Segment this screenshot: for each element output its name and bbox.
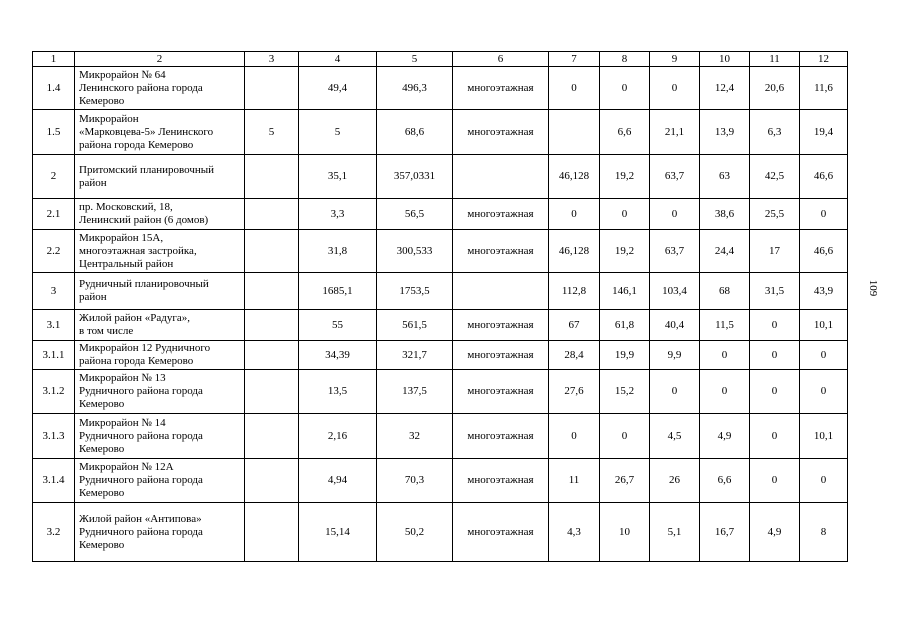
table-cell: 61,8 xyxy=(600,310,650,341)
table-cell: 4,9 xyxy=(750,503,800,562)
table-cell: многоэтажная xyxy=(453,459,549,503)
table-cell: 46,6 xyxy=(800,155,848,199)
column-number-header: 10 xyxy=(700,52,750,67)
table-cell: 15,2 xyxy=(600,370,650,414)
table-cell: 0 xyxy=(600,414,650,459)
table-cell xyxy=(453,155,549,199)
table-cell: многоэтажная xyxy=(453,199,549,230)
table-cell: 0 xyxy=(800,341,848,370)
table-row xyxy=(33,155,848,199)
column-number-header: 11 xyxy=(750,52,800,67)
table-cell: 15,14 xyxy=(299,503,377,562)
table-cell: 0 xyxy=(600,199,650,230)
table-cell: 46,128 xyxy=(549,230,600,273)
table-cell: многоэтажная xyxy=(453,310,549,341)
table-row xyxy=(33,110,848,155)
table-cell: 67 xyxy=(549,310,600,341)
table-cell: 4,5 xyxy=(650,414,700,459)
table-cell-name: Микрорайон «Марковцева-5» Ленинского района города Кемерово xyxy=(75,110,245,155)
table-cell-name: Жилой район «Антипова» Рудничного района города Кемерово xyxy=(75,503,245,562)
table-cell: 0 xyxy=(700,341,750,370)
table-cell: 24,4 xyxy=(700,230,750,273)
table-cell: 70,3 xyxy=(377,459,453,503)
table-row xyxy=(33,503,848,562)
table-cell: 2.2 xyxy=(33,230,75,273)
table-cell: 0 xyxy=(549,67,600,110)
table-cell-name: Микрорайон 12 Рудничного района города Кемерово xyxy=(75,341,245,370)
table-cell: 10,1 xyxy=(800,414,848,459)
table-cell: 112,8 xyxy=(549,273,600,310)
table-cell: 6,3 xyxy=(750,110,800,155)
table-cell: 31,5 xyxy=(750,273,800,310)
table-cell: 26,7 xyxy=(600,459,650,503)
table-cell: 20,6 xyxy=(750,67,800,110)
table-cell: 0 xyxy=(600,67,650,110)
table-cell: многоэтажная xyxy=(453,414,549,459)
table-row xyxy=(33,67,848,110)
column-number-header: 2 xyxy=(75,52,245,67)
table-cell: 4,3 xyxy=(549,503,600,562)
table-cell xyxy=(245,414,299,459)
table-cell: 0 xyxy=(650,67,700,110)
table-cell: 3.2 xyxy=(33,503,75,562)
table-cell: 0 xyxy=(549,414,600,459)
table-cell: 5 xyxy=(299,110,377,155)
table-cell: 3.1.2 xyxy=(33,370,75,414)
table-cell: 43,9 xyxy=(800,273,848,310)
header-row xyxy=(33,52,848,67)
table-cell: 0 xyxy=(700,370,750,414)
table-body xyxy=(33,52,848,562)
table-cell: 38,6 xyxy=(700,199,750,230)
table-cell: 35,1 xyxy=(299,155,377,199)
table-cell: 49,4 xyxy=(299,67,377,110)
table-cell: 2.1 xyxy=(33,199,75,230)
table-cell: 1.5 xyxy=(33,110,75,155)
table-cell-name: Микрорайон № 13 Рудничного района города Кемерово xyxy=(75,370,245,414)
table-cell: 12,4 xyxy=(700,67,750,110)
table-cell-name: Микрорайон № 12А Рудничного района города Кемерово xyxy=(75,459,245,503)
table-cell: 137,5 xyxy=(377,370,453,414)
table-cell: 46,6 xyxy=(800,230,848,273)
table-cell: 0 xyxy=(650,370,700,414)
table-cell: 10 xyxy=(600,503,650,562)
table-cell-name: Микрорайон № 14 Рудничного района города Кемерово xyxy=(75,414,245,459)
table-cell: 34,39 xyxy=(299,341,377,370)
table-cell: многоэтажная xyxy=(453,67,549,110)
table-row xyxy=(33,341,848,370)
table-cell: 0 xyxy=(750,310,800,341)
table-cell: 3.1.1 xyxy=(33,341,75,370)
table-cell: 300,533 xyxy=(377,230,453,273)
table-cell: 63,7 xyxy=(650,230,700,273)
table-cell: 63,7 xyxy=(650,155,700,199)
table-cell: 11 xyxy=(549,459,600,503)
table-cell: многоэтажная xyxy=(453,110,549,155)
table-cell: 561,5 xyxy=(377,310,453,341)
table-cell: 0 xyxy=(750,341,800,370)
table-row xyxy=(33,414,848,459)
table-cell: 19,4 xyxy=(800,110,848,155)
table-cell: 0 xyxy=(549,199,600,230)
table-row xyxy=(33,199,848,230)
table-cell-name: Рудничный планировочный район xyxy=(75,273,245,310)
table-cell: 103,4 xyxy=(650,273,700,310)
table-cell: 8 xyxy=(800,503,848,562)
table-cell: 31,8 xyxy=(299,230,377,273)
table-cell: многоэтажная xyxy=(453,370,549,414)
table-cell: многоэтажная xyxy=(453,230,549,273)
table-cell: 3.1.4 xyxy=(33,459,75,503)
table-cell: 2 xyxy=(33,155,75,199)
table-cell: 5,1 xyxy=(650,503,700,562)
table-cell: 17 xyxy=(750,230,800,273)
table-cell: 357,0331 xyxy=(377,155,453,199)
table-cell xyxy=(549,110,600,155)
table-cell: 6,6 xyxy=(700,459,750,503)
table-cell: 3.1 xyxy=(33,310,75,341)
column-number-header: 4 xyxy=(299,52,377,67)
table-cell xyxy=(245,459,299,503)
column-number-header: 5 xyxy=(377,52,453,67)
table-row xyxy=(33,273,848,310)
table-cell: 0 xyxy=(650,199,700,230)
table-cell: 1685,1 xyxy=(299,273,377,310)
table-cell xyxy=(245,341,299,370)
table-cell-name: Микрорайон 15А, многоэтажная застройка, Центральный район xyxy=(75,230,245,273)
column-number-header: 9 xyxy=(650,52,700,67)
table-cell: 1.4 xyxy=(33,67,75,110)
table-cell xyxy=(245,67,299,110)
table-cell xyxy=(453,273,549,310)
table-cell-name: Жилой район «Радуга», в том числе xyxy=(75,310,245,341)
table-cell: 0 xyxy=(800,370,848,414)
table-cell: 5 xyxy=(245,110,299,155)
table-cell: 42,5 xyxy=(750,155,800,199)
table-row xyxy=(33,310,848,341)
data-table xyxy=(32,51,848,562)
table-cell: 1753,5 xyxy=(377,273,453,310)
table-cell-name: Притомский планировочный район xyxy=(75,155,245,199)
table-row xyxy=(33,370,848,414)
table-cell: 68,6 xyxy=(377,110,453,155)
table-cell: 27,6 xyxy=(549,370,600,414)
table-cell: 4,94 xyxy=(299,459,377,503)
table-cell: многоэтажная xyxy=(453,503,549,562)
table-cell: 4,9 xyxy=(700,414,750,459)
table-cell: 21,1 xyxy=(650,110,700,155)
table-cell: 0 xyxy=(800,459,848,503)
table-cell xyxy=(245,273,299,310)
table-cell: 19,2 xyxy=(600,155,650,199)
table-cell: 40,4 xyxy=(650,310,700,341)
table-cell: 16,7 xyxy=(700,503,750,562)
column-number-header: 7 xyxy=(549,52,600,67)
table-row xyxy=(33,459,848,503)
table-cell: многоэтажная xyxy=(453,341,549,370)
table-cell: 3,3 xyxy=(299,199,377,230)
column-number-header: 3 xyxy=(245,52,299,67)
table-cell xyxy=(245,503,299,562)
table-cell: 146,1 xyxy=(600,273,650,310)
column-number-header: 8 xyxy=(600,52,650,67)
table-row xyxy=(33,230,848,273)
table-cell: 50,2 xyxy=(377,503,453,562)
table-cell: 6,6 xyxy=(600,110,650,155)
table-cell-name: Микрорайон № 64 Ленинского района города Кемерово xyxy=(75,67,245,110)
table-cell: 63 xyxy=(700,155,750,199)
table-cell: 46,128 xyxy=(549,155,600,199)
table-cell: 28,4 xyxy=(549,341,600,370)
page-number: 109 xyxy=(867,279,879,297)
table-cell-name: пр. Московский, 18, Ленинский район (6 домов) xyxy=(75,199,245,230)
table-cell: 496,3 xyxy=(377,67,453,110)
table-cell: 25,5 xyxy=(750,199,800,230)
table-cell xyxy=(245,155,299,199)
column-number-header: 12 xyxy=(800,52,848,67)
table-cell: 10,1 xyxy=(800,310,848,341)
table-cell: 0 xyxy=(800,199,848,230)
table-cell: 32 xyxy=(377,414,453,459)
table-cell xyxy=(245,370,299,414)
table-cell: 55 xyxy=(299,310,377,341)
table-cell: 13,5 xyxy=(299,370,377,414)
table-cell: 19,9 xyxy=(600,341,650,370)
table-cell xyxy=(245,310,299,341)
table-cell: 13,9 xyxy=(700,110,750,155)
table-cell: 3.1.3 xyxy=(33,414,75,459)
table-cell: 3 xyxy=(33,273,75,310)
table-cell: 68 xyxy=(700,273,750,310)
table-cell: 0 xyxy=(750,459,800,503)
table-cell: 19,2 xyxy=(600,230,650,273)
table-cell xyxy=(245,230,299,273)
column-number-header: 6 xyxy=(453,52,549,67)
table-cell: 0 xyxy=(750,414,800,459)
table-cell: 321,7 xyxy=(377,341,453,370)
column-number-header: 1 xyxy=(33,52,75,67)
table-cell: 9,9 xyxy=(650,341,700,370)
table-cell: 56,5 xyxy=(377,199,453,230)
table-cell: 2,16 xyxy=(299,414,377,459)
table-cell xyxy=(245,199,299,230)
table-cell: 26 xyxy=(650,459,700,503)
table-cell: 0 xyxy=(750,370,800,414)
table-cell: 11,6 xyxy=(800,67,848,110)
table-cell: 11,5 xyxy=(700,310,750,341)
